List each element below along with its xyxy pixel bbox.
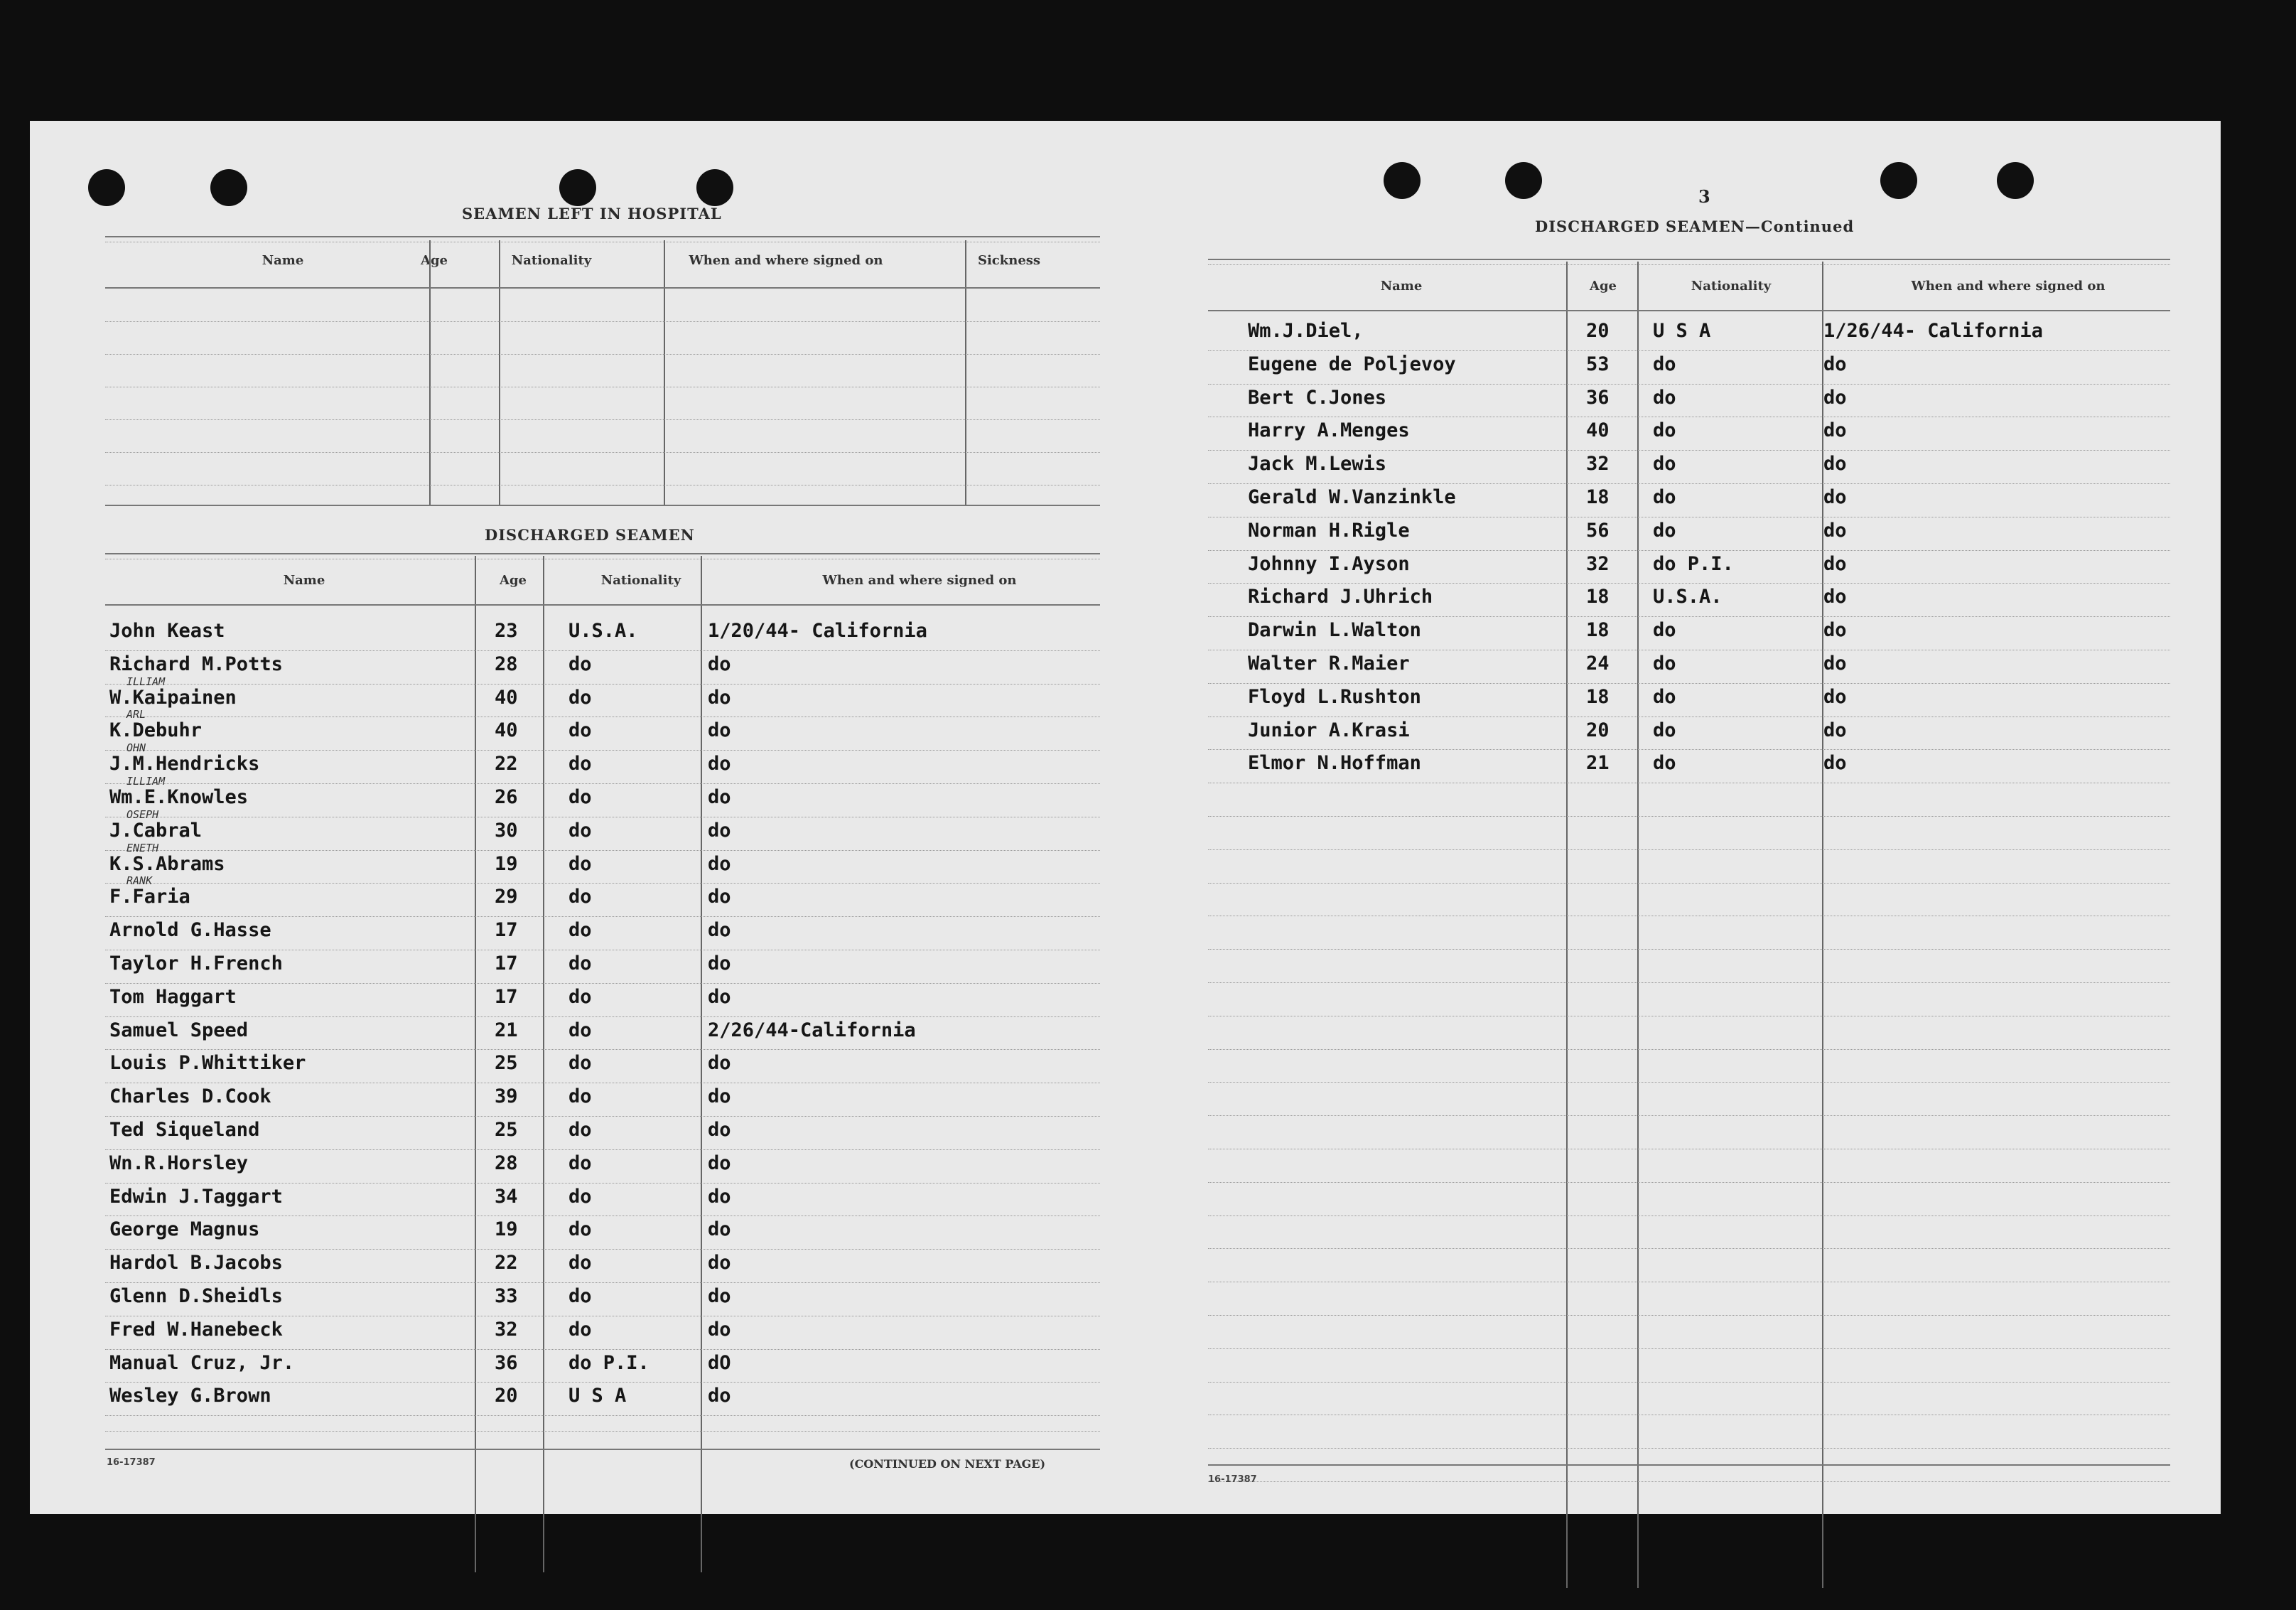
seaman-nationality: do bbox=[1653, 752, 1676, 775]
seaman-signed-on: do bbox=[708, 686, 731, 709]
seaman-age: 25 bbox=[495, 1052, 518, 1075]
table-row bbox=[30, 652, 1117, 685]
seaman-nationality: do bbox=[568, 1185, 592, 1208]
table-row bbox=[1117, 618, 2221, 651]
seaman-nationality: do bbox=[568, 919, 592, 942]
seaman-nationality: do bbox=[568, 1218, 592, 1241]
table-row bbox=[30, 1317, 1117, 1351]
seaman-signed-on: 1/20/44- California bbox=[708, 620, 927, 642]
table-row bbox=[30, 1284, 1117, 1317]
seaman-age: 20 bbox=[1586, 320, 1610, 342]
seaman-signed-on: do bbox=[1823, 586, 1847, 608]
seaman-nationality: do bbox=[1653, 685, 1676, 708]
seaman-nationality: do bbox=[568, 1285, 592, 1307]
table-row bbox=[30, 1151, 1117, 1184]
table-row bbox=[30, 918, 1117, 951]
seaman-name: Samuel Speed bbox=[109, 1019, 249, 1041]
seaman-signed-on: do bbox=[1823, 419, 1847, 442]
form-number: 16-17387 bbox=[107, 1457, 156, 1468]
seaman-nationality: do bbox=[1653, 653, 1676, 675]
seaman-nationality: do bbox=[568, 1019, 592, 1041]
table-row bbox=[1117, 418, 2221, 451]
seaman-signed-on: do bbox=[1823, 353, 1847, 375]
seaman-signed-on: do bbox=[1823, 653, 1847, 675]
seaman-name: Richard M.Potts bbox=[109, 653, 283, 675]
seaman-name: W.Kaipainen bbox=[109, 686, 237, 709]
seaman-signed-on: do bbox=[708, 1385, 731, 1407]
seaman-age: 18 bbox=[1586, 486, 1610, 508]
seaman-age: 40 bbox=[495, 719, 518, 742]
hospital-age-header: Age bbox=[420, 253, 448, 268]
seaman-age: 40 bbox=[1586, 419, 1610, 442]
handwritten-annotation: ILLIAM bbox=[126, 775, 166, 788]
seaman-age: 20 bbox=[1586, 719, 1610, 741]
seaman-age: 32 bbox=[495, 1318, 518, 1341]
discharged-signed-on-header: When and where signed on bbox=[822, 573, 1017, 588]
seaman-age: 34 bbox=[495, 1185, 518, 1208]
seaman-nationality: do bbox=[568, 753, 592, 776]
table-row bbox=[1117, 385, 2221, 419]
seaman-name: Wn.R.Horsley bbox=[109, 1152, 249, 1174]
handwritten-annotation: OHN bbox=[126, 741, 146, 755]
hospital-name-header: Name bbox=[262, 253, 304, 268]
seaman-name: Richard J.Uhrich bbox=[1248, 586, 1433, 608]
seaman-age: 26 bbox=[495, 786, 518, 808]
seaman-age: 25 bbox=[495, 1119, 518, 1141]
seaman-age: 17 bbox=[495, 919, 518, 942]
seaman-age: 39 bbox=[495, 1085, 518, 1108]
table-row bbox=[1117, 751, 2221, 784]
seaman-name: Wm.J.Diel, bbox=[1248, 320, 1364, 342]
right-age-header: Age bbox=[1589, 279, 1617, 294]
right-name-header: Name bbox=[1380, 279, 1423, 294]
table-row bbox=[1117, 552, 2221, 585]
seaman-age: 18 bbox=[1586, 586, 1610, 608]
table-row bbox=[1117, 352, 2221, 385]
seaman-signed-on: do bbox=[708, 1218, 731, 1241]
table-row bbox=[1117, 451, 2221, 485]
seaman-age: 20 bbox=[495, 1385, 518, 1407]
seaman-name: K.S.Abrams bbox=[109, 852, 225, 875]
seaman-nationality: do bbox=[1653, 419, 1676, 442]
seaman-age: 56 bbox=[1586, 519, 1610, 542]
seaman-name: Arnold G.Hasse bbox=[109, 919, 271, 942]
seaman-name: K.Debuhr bbox=[109, 719, 203, 742]
seaman-name: Wesley G.Brown bbox=[109, 1385, 271, 1407]
seaman-age: 32 bbox=[1586, 552, 1610, 575]
right-nationality-header: Nationality bbox=[1691, 279, 1772, 294]
seaman-name: Jack M.Lewis bbox=[1248, 453, 1387, 476]
seaman-signed-on: do bbox=[708, 1252, 731, 1274]
table-row bbox=[30, 884, 1117, 918]
seaman-signed-on: do bbox=[708, 753, 731, 776]
seaman-name: F.Faria bbox=[109, 886, 190, 908]
seaman-age: 29 bbox=[495, 886, 518, 908]
seaman-name: J.Cabral bbox=[109, 819, 203, 842]
seaman-age: 19 bbox=[495, 852, 518, 875]
seaman-age: 22 bbox=[495, 753, 518, 776]
table-row bbox=[1117, 685, 2221, 718]
seaman-signed-on: do bbox=[708, 852, 731, 875]
seaman-name: Eugene de Poljevoy bbox=[1248, 353, 1456, 375]
seaman-signed-on: do bbox=[708, 1318, 731, 1341]
seaman-signed-on: do bbox=[1823, 453, 1847, 476]
table-row bbox=[30, 1184, 1117, 1218]
form-number: 16-17387 bbox=[1208, 1474, 1257, 1485]
seaman-signed-on: do bbox=[708, 1185, 731, 1208]
seaman-nationality: do bbox=[568, 786, 592, 808]
table-row bbox=[30, 1051, 1117, 1084]
seaman-signed-on: 1/26/44- California bbox=[1823, 320, 2043, 342]
seaman-name: Walter R.Maier bbox=[1248, 653, 1410, 675]
seaman-age: 21 bbox=[495, 1019, 518, 1041]
seaman-signed-on: do bbox=[1823, 752, 1847, 775]
seaman-name: Hardol B.Jacobs bbox=[109, 1252, 283, 1274]
seaman-nationality: do bbox=[1653, 453, 1676, 476]
seaman-name: Harry A.Menges bbox=[1248, 419, 1410, 442]
seaman-name: Bert C.Jones bbox=[1248, 386, 1387, 409]
seaman-signed-on: do bbox=[708, 1285, 731, 1307]
seaman-age: 22 bbox=[495, 1252, 518, 1274]
seaman-nationality: do bbox=[1653, 619, 1676, 642]
seaman-age: 19 bbox=[495, 1218, 518, 1241]
seaman-nationality: do bbox=[568, 952, 592, 975]
seaman-name: Glenn D.Sheidls bbox=[109, 1285, 283, 1307]
table-row bbox=[30, 951, 1117, 984]
continued-footer: (CONTINUED ON NEXT PAGE) bbox=[849, 1457, 1046, 1471]
seaman-signed-on: do bbox=[1823, 619, 1847, 642]
table-row bbox=[30, 984, 1117, 1018]
seaman-name: Elmor N.Hoffman bbox=[1248, 752, 1421, 775]
seaman-name: Edwin J.Taggart bbox=[109, 1185, 283, 1208]
right-title: DISCHARGED SEAMEN—Continued bbox=[1535, 218, 1855, 235]
seaman-nationality: do bbox=[1653, 719, 1676, 741]
right-page bbox=[1117, 121, 2221, 1514]
seaman-signed-on: do bbox=[1823, 386, 1847, 409]
table-row bbox=[30, 751, 1117, 785]
table-row bbox=[30, 818, 1117, 852]
table-row bbox=[30, 1383, 1117, 1417]
right-signed-on-header: When and where signed on bbox=[1911, 279, 2106, 294]
table-row bbox=[30, 718, 1117, 751]
seaman-name: Ted Siqueland bbox=[109, 1119, 260, 1141]
table-row bbox=[1117, 584, 2221, 618]
discharged-age-header: Age bbox=[499, 573, 527, 588]
seaman-signed-on: do bbox=[708, 719, 731, 742]
seaman-nationality: do bbox=[568, 1085, 592, 1108]
seaman-signed-on: dO bbox=[708, 1351, 731, 1374]
handwritten-annotation: ILLIAM bbox=[126, 675, 166, 688]
seaman-name: Tom Haggart bbox=[109, 985, 237, 1008]
seaman-signed-on: do bbox=[1823, 552, 1847, 575]
seaman-age: 53 bbox=[1586, 353, 1610, 375]
seaman-age: 18 bbox=[1586, 685, 1610, 708]
seaman-name: Charles D.Cook bbox=[109, 1085, 271, 1108]
handwritten-annotation: ENETH bbox=[126, 841, 159, 854]
table-row bbox=[30, 1217, 1117, 1250]
seaman-name: Taylor H.French bbox=[109, 952, 283, 975]
seaman-age: 18 bbox=[1586, 619, 1610, 642]
table-row bbox=[30, 1351, 1117, 1384]
table-row bbox=[30, 618, 1117, 652]
seaman-name: Gerald W.Vanzinkle bbox=[1248, 486, 1456, 508]
seaman-nationality: do P.I. bbox=[568, 1351, 650, 1374]
seaman-nationality: do bbox=[568, 819, 592, 842]
seaman-age: 30 bbox=[495, 819, 518, 842]
seaman-age: 17 bbox=[495, 952, 518, 975]
seaman-nationality: do bbox=[1653, 519, 1676, 542]
table-row bbox=[30, 1117, 1117, 1151]
seaman-signed-on: do bbox=[708, 952, 731, 975]
seaman-nationality: do bbox=[1653, 386, 1676, 409]
seaman-signed-on: do bbox=[708, 786, 731, 808]
seaman-nationality: do bbox=[1653, 486, 1676, 508]
seaman-nationality: do bbox=[568, 985, 592, 1008]
seaman-name: Louis P.Whittiker bbox=[109, 1052, 306, 1075]
seaman-age: 28 bbox=[495, 653, 518, 675]
seaman-signed-on: do bbox=[1823, 519, 1847, 542]
seaman-nationality: U.S.A. bbox=[1653, 586, 1723, 608]
seaman-signed-on: do bbox=[708, 1152, 731, 1174]
table-row bbox=[30, 852, 1117, 888]
seaman-name: George Magnus bbox=[109, 1218, 260, 1241]
seaman-nationality: do bbox=[568, 1252, 592, 1274]
seaman-signed-on: do bbox=[708, 1052, 731, 1075]
discharged-title: DISCHARGED SEAMEN bbox=[485, 526, 695, 544]
seaman-age: 17 bbox=[495, 985, 518, 1008]
table-row bbox=[1117, 651, 2221, 685]
table-row bbox=[30, 1018, 1117, 1051]
seaman-age: 32 bbox=[1586, 453, 1610, 476]
document-sheet bbox=[30, 121, 2221, 1514]
seaman-age: 23 bbox=[495, 620, 518, 642]
table-row bbox=[30, 685, 1117, 719]
hospital-title: SEAMEN LEFT IN HOSPITAL bbox=[462, 205, 722, 222]
seaman-age: 36 bbox=[495, 1351, 518, 1374]
table-row bbox=[30, 785, 1117, 818]
seaman-signed-on: do bbox=[1823, 719, 1847, 741]
seaman-nationality: do bbox=[568, 1152, 592, 1174]
table-row bbox=[1117, 318, 2221, 352]
discharged-name-header: Name bbox=[283, 573, 325, 588]
seaman-age: 28 bbox=[495, 1152, 518, 1174]
seaman-signed-on: do bbox=[708, 1085, 731, 1108]
seaman-nationality: do bbox=[568, 719, 592, 742]
seaman-name: Fred W.Hanebeck bbox=[109, 1318, 283, 1341]
seaman-nationality: do bbox=[568, 1052, 592, 1075]
seaman-name: J.M.Hendricks bbox=[109, 753, 260, 776]
table-row bbox=[1117, 485, 2221, 518]
seaman-signed-on: do bbox=[1823, 486, 1847, 508]
handwritten-annotation: RANK bbox=[126, 874, 153, 888]
seaman-name: Norman H.Rigle bbox=[1248, 519, 1410, 542]
seaman-signed-on: do bbox=[708, 819, 731, 842]
seaman-age: 40 bbox=[495, 686, 518, 709]
handwritten-annotation: OSEPH bbox=[126, 807, 159, 821]
seaman-nationality: do bbox=[568, 653, 592, 675]
seaman-age: 21 bbox=[1586, 752, 1610, 775]
seaman-name: Darwin L.Walton bbox=[1248, 619, 1421, 642]
seaman-nationality: do bbox=[1653, 353, 1676, 375]
seaman-signed-on: do bbox=[708, 985, 731, 1008]
hospital-sickness-header: Sickness bbox=[977, 253, 1041, 268]
seaman-nationality: do bbox=[568, 852, 592, 875]
table-row bbox=[30, 1250, 1117, 1284]
handwritten-annotation: ARL bbox=[126, 708, 146, 721]
seaman-nationality: do bbox=[568, 686, 592, 709]
discharged-nationality-header: Nationality bbox=[600, 573, 681, 588]
seaman-nationality: do bbox=[568, 1119, 592, 1141]
seaman-name: Floyd L.Rushton bbox=[1248, 685, 1421, 708]
seaman-nationality: U S A bbox=[568, 1385, 627, 1407]
table-row bbox=[1117, 718, 2221, 751]
seaman-signed-on: do bbox=[708, 919, 731, 942]
seaman-nationality: do bbox=[568, 1318, 592, 1341]
seaman-age: 36 bbox=[1586, 386, 1610, 409]
hospital-nationality-header: Nationality bbox=[511, 253, 592, 268]
hospital-signed-on-header: When and where signed on bbox=[689, 253, 883, 268]
seaman-nationality: U.S.A. bbox=[568, 620, 638, 642]
seaman-signed-on: do bbox=[1823, 685, 1847, 708]
seaman-nationality: do P.I. bbox=[1653, 552, 1734, 575]
table-row bbox=[1117, 518, 2221, 552]
seaman-name: Johnny I.Ayson bbox=[1248, 552, 1410, 575]
seaman-name: Wm.E.Knowles bbox=[109, 786, 249, 808]
seaman-nationality: do bbox=[568, 886, 592, 908]
seaman-signed-on: do bbox=[708, 886, 731, 908]
seaman-signed-on: do bbox=[708, 653, 731, 675]
table-row bbox=[30, 1084, 1117, 1117]
seaman-age: 33 bbox=[495, 1285, 518, 1307]
seaman-signed-on: do bbox=[708, 1119, 731, 1141]
seaman-name: Manual Cruz, Jr. bbox=[109, 1351, 295, 1374]
seaman-name: Junior A.Krasi bbox=[1248, 719, 1410, 741]
seaman-name: John Keast bbox=[109, 620, 225, 642]
left-page bbox=[30, 121, 1117, 1514]
seaman-age: 24 bbox=[1586, 653, 1610, 675]
page-number: 3 bbox=[1698, 186, 1710, 207]
seaman-nationality: U S A bbox=[1653, 320, 1711, 342]
seaman-signed-on: 2/26/44-California bbox=[708, 1019, 916, 1041]
